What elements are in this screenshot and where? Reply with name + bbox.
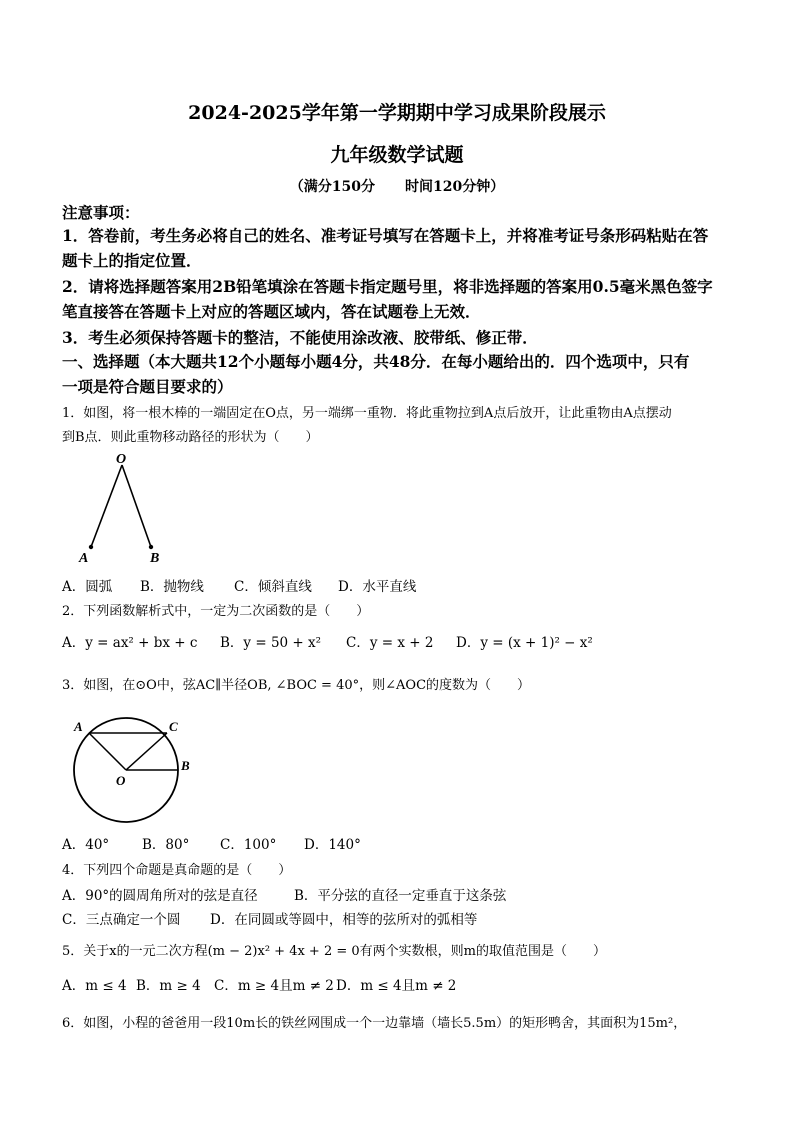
label-b: B: [181, 758, 190, 773]
segment-oa: [89, 733, 126, 770]
point-b: [149, 545, 153, 549]
q3-option-c[interactable]: C．100°: [220, 837, 277, 853]
q2-options: [62, 631, 593, 651]
q2-option-c[interactable]: C．y = x + 2: [346, 635, 434, 651]
note-2-line-1: 2．请将选择题答案用2B铅笔填涂在答题卡指定题号里，将非选择题的答案用0.5毫米黑色签字: [62, 277, 713, 296]
label-a: A: [74, 719, 83, 734]
note-3: 3．考生必须保持答题卡的整洁，不能使用涂改液、胶带纸、修正带．: [62, 328, 538, 347]
score-info: （满分150分: [289, 179, 375, 195]
q4-option-b[interactable]: B．平分弦的直径一定垂直于这条弦: [294, 888, 507, 904]
rod-ob: [122, 465, 151, 547]
note-1-line-2: 题卡上的指定位置．: [62, 251, 202, 270]
q1-stem-line-2: 到B点．则此重物移动路径的形状为（ ）: [62, 430, 319, 445]
q4-option-d[interactable]: D．在同圆或等圆中，相等的弦所对的弧相等: [210, 912, 478, 928]
q5-options: [62, 974, 456, 994]
exam-subtitle: 九年级数学试题: [330, 144, 464, 166]
q1-stem-line-1: 1．如图，将一根木棒的一端固定在O点，另一端绑一重物．将此重物拉到A点后放开，让此重物由A点摆动: [62, 406, 672, 421]
q5-stem: 5．关于x的一元二次方程(m − 2)x² + 4x + 2 = 0有两个实数根，则m的取值范围是（ ）: [62, 944, 606, 959]
note-2-line-2: 笔直接答在答题卡上对应的答题区域内，答在试题卷上无效．: [62, 302, 481, 321]
section-1-heading-line-2: 一项是符合题目要求的）: [62, 377, 233, 396]
q1-pendulum-figure: [70, 450, 180, 570]
q3-circle-figure: [66, 713, 196, 828]
q2-option-b[interactable]: B．y = 50 + x²: [220, 635, 322, 651]
label-a: A: [79, 551, 89, 566]
label-b: B: [150, 551, 160, 566]
rod-oa: [91, 465, 122, 547]
label-o: O: [116, 452, 127, 467]
exam-title: 2024-2025学年第一学期期中学习成果阶段展示: [188, 102, 606, 124]
q5-option-b[interactable]: B．m ≥ 4: [136, 978, 201, 994]
q3-option-b[interactable]: B．80°: [142, 837, 190, 853]
q2-stem: 2．下列函数解析式中，一定为二次函数的是（ ）: [62, 604, 370, 619]
q6-stem: 6．如图，小程的爸爸用一段10m长的铁丝网围成一个一边靠墙（墙长5.5m）的矩形鸭舍，其面积为15m²，: [62, 1016, 687, 1031]
note-1-line-1: 1．答卷前，考生务必将自己的姓名、准考证号填写在答题卡上，并将准考证号条形码粘贴在答: [62, 226, 709, 245]
q4-options-row-2: [62, 908, 477, 928]
q3-option-a[interactable]: A．40°: [62, 837, 110, 853]
q1-option-c[interactable]: C．倾斜直线: [234, 579, 312, 595]
q5-option-d[interactable]: D．m ≤ 4且m ≠ 2: [336, 978, 457, 994]
q5-option-a[interactable]: A．m ≤ 4: [62, 978, 127, 994]
q4-option-c[interactable]: C．三点确定一个圆: [62, 912, 181, 928]
q2-option-a[interactable]: A．y = ax² + bx + c: [62, 635, 198, 651]
label-c: C: [169, 719, 178, 734]
exam-meta: [0, 176, 794, 196]
q1-option-b[interactable]: B．抛物线: [140, 579, 204, 595]
q1-options: [62, 575, 416, 595]
q5-option-c[interactable]: C．m ≥ 4且m ≠ 2: [214, 978, 334, 994]
q4-options-row-1: [62, 884, 506, 904]
section-1-heading-line-1: 一、选择题（本大题共12个小题每小题4分，共48分．在每小题给出的．四个选项中，只有: [62, 352, 690, 371]
q1-option-a[interactable]: A．圆弧: [62, 579, 113, 595]
label-o: O: [116, 773, 126, 788]
q1-option-d[interactable]: D．水平直线: [338, 579, 417, 595]
q2-option-d[interactable]: D．y = (x + 1)² − x²: [456, 635, 593, 651]
q4-stem: 4．下列四个命题是真命题的是（ ）: [62, 863, 292, 878]
q3-options: [62, 833, 361, 853]
q3-stem: 3．如图，在⊙O中，弦AC∥半径OB, ∠BOC = 40°，则∠AOC的度数为（ ）: [62, 678, 531, 693]
q3-option-d[interactable]: D．140°: [304, 837, 361, 853]
time-info: 时间120分钟）: [405, 179, 505, 195]
notes-heading: 注意事项：: [62, 203, 140, 222]
q4-option-a[interactable]: A．90°的圆周角所对的弦是直径: [62, 888, 258, 904]
point-a: [89, 545, 93, 549]
segment-oc: [126, 733, 167, 770]
